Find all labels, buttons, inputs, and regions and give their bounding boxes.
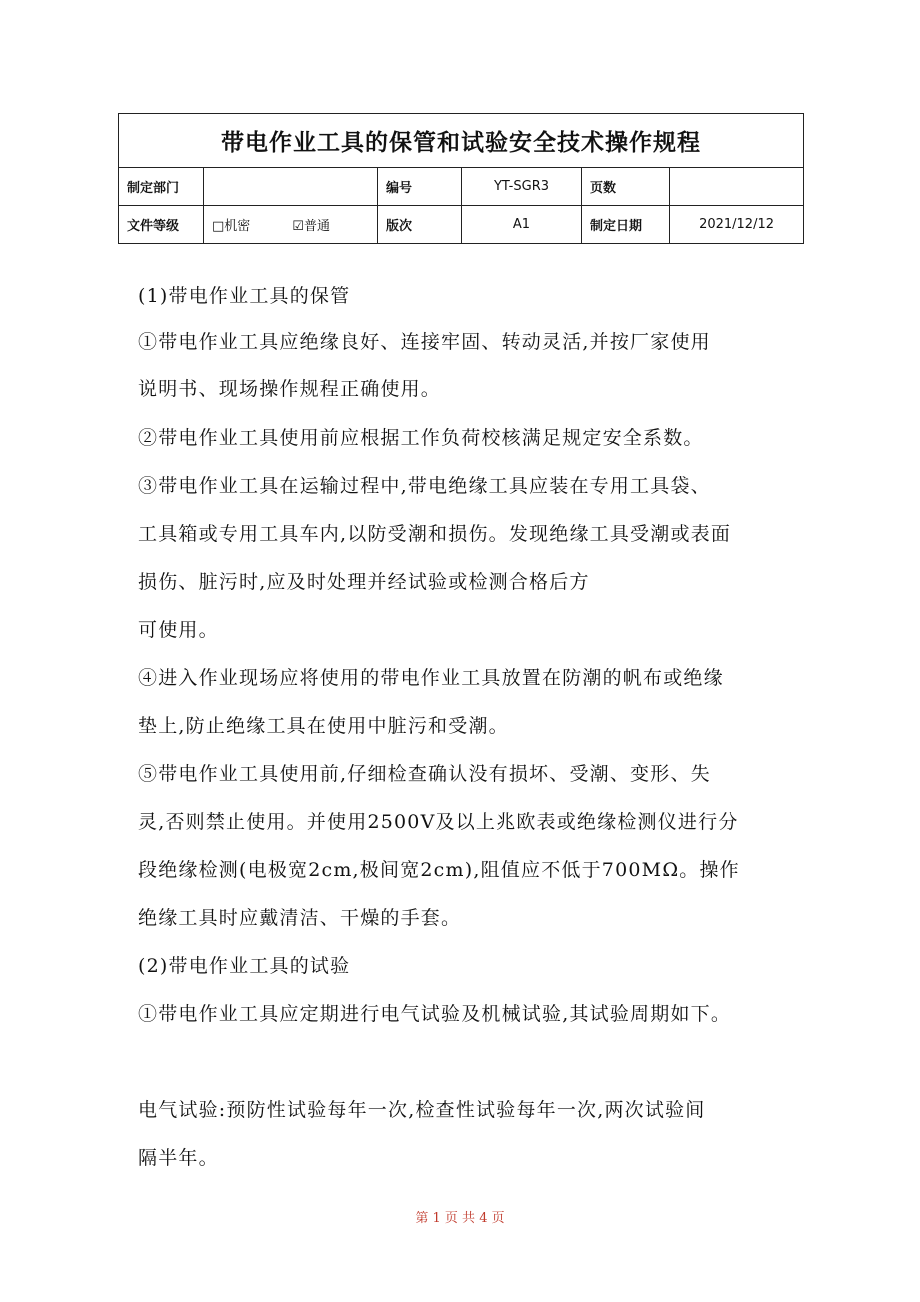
body-line: ②带电作业工具使用前应根据工作负荷校核满足规定安全系数。 <box>138 427 704 449</box>
pages-value <box>670 168 804 206</box>
level-label: 文件等级 <box>119 206 204 244</box>
body-line: (1)带电作业工具的保管 <box>138 285 351 307</box>
body-line: 段绝缘检测(电极宽2cm,极间宽2cm),阻值应不低于700MΩ。操作 <box>138 859 740 881</box>
body-line: ③带电作业工具在运输过程中,带电绝缘工具应装在专用工具袋、 <box>138 475 711 497</box>
level-secret-checkbox: □机密 <box>212 219 251 234</box>
body-line: 灵,否则禁止使用。并使用2500V及以上兆欧表或绝缘检测仪进行分 <box>138 811 739 833</box>
date-label: 制定日期 <box>582 206 670 244</box>
document-title: 带电作业工具的保管和试验安全技术操作规程 <box>119 114 804 168</box>
dept-value <box>204 168 378 206</box>
date-value: 2021/12/12 <box>670 206 804 244</box>
body-line: 可使用。 <box>138 619 219 641</box>
code-value: YT-SGR3 <box>462 168 582 206</box>
body-line: 工具箱或专用工具车内,以防受潮和损伤。发现绝缘工具受潮或表面 <box>138 523 732 545</box>
dept-label: 制定部门 <box>119 168 204 206</box>
body-line: ①带电作业工具应绝缘良好、连接牢固、转动灵活,并按厂家使用 <box>138 331 711 353</box>
body-line: 说明书、现场操作规程正确使用。 <box>138 378 442 400</box>
page-footer: 第 1 页 共 4 页 <box>415 1211 505 1226</box>
pages-label: 页数 <box>582 168 670 206</box>
code-label: 编号 <box>378 168 462 206</box>
version-label: 版次 <box>378 206 462 244</box>
body-line: ⑤带电作业工具使用前,仔细检查确认没有损坏、受潮、变形、失 <box>138 763 711 785</box>
body-line: (2)带电作业工具的试验 <box>138 955 351 977</box>
body-line: 损伤、脏污时,应及时处理并经试验或检测合格后方 <box>138 571 590 593</box>
body-line: ④进入作业现场应将使用的带电作业工具放置在防潮的帆布或绝缘 <box>138 667 724 689</box>
document-header-table <box>118 113 804 244</box>
body-line: 垫上,防止绝缘工具在使用中脏污和受潮。 <box>138 715 509 737</box>
body-line: 隔半年。 <box>138 1147 219 1169</box>
body-line: 电气试验:预防性试验每年一次,检查性试验每年一次,两次试验间 <box>138 1099 706 1121</box>
body-line: 绝缘工具时应戴清洁、干燥的手套。 <box>138 907 462 929</box>
version-value: A1 <box>462 206 582 244</box>
level-normal-checkbox: ☑普通 <box>292 219 330 234</box>
body-line: ①带电作业工具应定期进行电气试验及机械试验,其试验周期如下。 <box>138 1003 732 1025</box>
level-options <box>204 206 378 244</box>
